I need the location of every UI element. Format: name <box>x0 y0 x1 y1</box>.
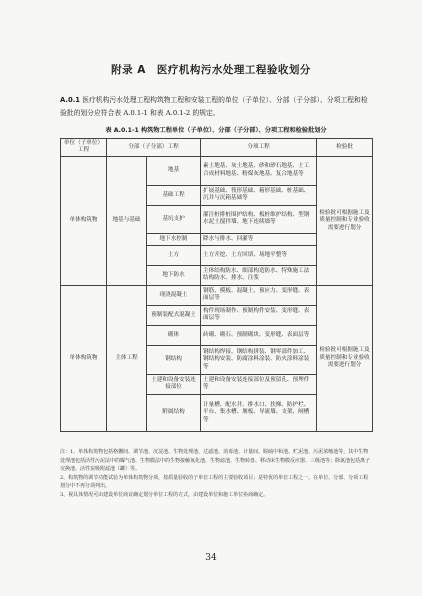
item-cell: 计量槽、配水井、排水口、扶梯、防护栏、平台、集水槽、堰板、导流墙、支架、闸槽等 <box>201 394 317 431</box>
item-cell: 土方开挖、土方回填、场地平整等 <box>201 245 317 265</box>
subdivision-cell: 地基 <box>147 156 201 185</box>
item-cell: 钢筋、模板、混凝土、预应力、变形缝、表面层等 <box>201 285 317 305</box>
note-1: 注：1、单体构筑物包括格栅间、调节池、沉淀池、生物处理池、过滤池、消毒池、计量间、脱硫中和池、贮泥池、污泥浓缩池等，其中生物处理池包括活性污泥法中的曝气池、生物膜法中的生物接触氧化池、生物滤池、生物转盘、移动床生物膜反应器、三级池等；除氮池包括离子交换池、活性炭吸附滤池（罐）等。 <box>60 449 371 473</box>
inspection-cell: 检验批可根据施工及质量控制和专业验收需要进行划分 <box>317 156 373 285</box>
item-cell: 扩展基础、筏形基础、箱形基础、桩基础、沉井与沉箱基础等 <box>201 185 317 205</box>
item-cell: 降水与排水、回灌等 <box>201 233 317 245</box>
clause-paragraph <box>60 94 372 120</box>
item-cell: 构件现场制作、预制构件安装、变形缝、表面层等 <box>201 305 317 325</box>
division-cell: 主体工程 <box>107 285 147 431</box>
subdivision-cell: 现浇混凝土 <box>147 285 201 305</box>
subdivision-cell: 附属结构 <box>147 394 201 431</box>
subdivision-cell: 土建和设备安装连接部位 <box>147 374 201 394</box>
note-2: 2、构筑物的调节功能试验为单体构筑物分项，按质量验收的子单位工程的主要验收项目；是特优的单位工程之一，在单位、分部、分项工程划分中不再分项列出。 <box>60 474 369 490</box>
subdivision-cell: 钢结构 <box>147 345 201 374</box>
unit-cell: 单体构筑物 <box>61 285 107 431</box>
appendix-title: 附录 A 医疗机构污水处理工程验收划分 <box>111 64 311 76</box>
header-inspection: 检验批 <box>317 139 373 157</box>
clause-text: 医疗机构污水处理工程构筑物工程和安装工程的单位（子单位）、分部（子分部）、分项工程和检验批的划分应符合表 A.0.1-1 和表 A.0.1-2 的规定。 <box>60 96 368 117</box>
header-division: 分部（子分部）工程 <box>107 139 201 157</box>
subdivision-cell: 砌体 <box>147 325 201 345</box>
header-item: 分项工程 <box>201 139 317 157</box>
item-cell: 砖砌、砌石、预制砌块、变形缝、表面层等 <box>201 325 317 345</box>
table-caption: 表 A.0.1-1 构筑物工程单位（子单位）、分部（子分部）、分项工程和检验批划分 <box>105 127 327 134</box>
item-cell: 钢结构焊接、钢结构拼装、钢零部件加工、钢结构安装、防腐涂料涂装、防火涂料涂装等 <box>201 345 317 374</box>
header-unit: 单位（子单位）工程 <box>61 139 107 157</box>
division-table <box>60 138 373 432</box>
division-cell: 地基与基础 <box>107 156 147 285</box>
item-cell: 主体结构防水、细部构造防水、特殊施工法结构防水、排水、注浆 <box>201 265 317 285</box>
subdivision-cell: 基坑支护 <box>147 205 201 233</box>
table-notes <box>60 448 372 500</box>
page-number: 34 <box>205 553 217 563</box>
table-header-row <box>61 139 373 157</box>
item-cell: 灌注桩排桩围护结构、板桩维护结构、型钢水泥土搅拌墙、地下连续墙等 <box>201 205 317 233</box>
table-row <box>61 156 373 185</box>
inspection-cell: 检验批可根据施工及质量控制和专业验收需要进行划分 <box>317 285 373 431</box>
subdivision-cell: 基础工程 <box>147 185 201 205</box>
subdivision-cell: 土方 <box>147 245 201 265</box>
item-cell: 素土地基、灰土地基、砂和砂石地基、土工合成材料地基、粉煤灰地基、复合地基等 <box>201 156 317 185</box>
table-row <box>61 285 373 305</box>
subdivision-cell: 地下防水 <box>147 265 201 285</box>
subdivision-cell: 预制装配式混凝土 <box>147 305 201 325</box>
unit-cell: 单体构筑物 <box>61 156 107 285</box>
item-cell: 土建和设备安装连接部位及预留孔、预埋件等 <box>201 374 317 394</box>
note-3: 3、视具体情况可由建设单位商议确定划分单位工程的方式，由建设单位和施工单位协商确定。 <box>60 491 269 498</box>
clause-number: A.0.1 <box>60 96 81 104</box>
subdivision-cell: 地下水控制 <box>147 233 201 245</box>
